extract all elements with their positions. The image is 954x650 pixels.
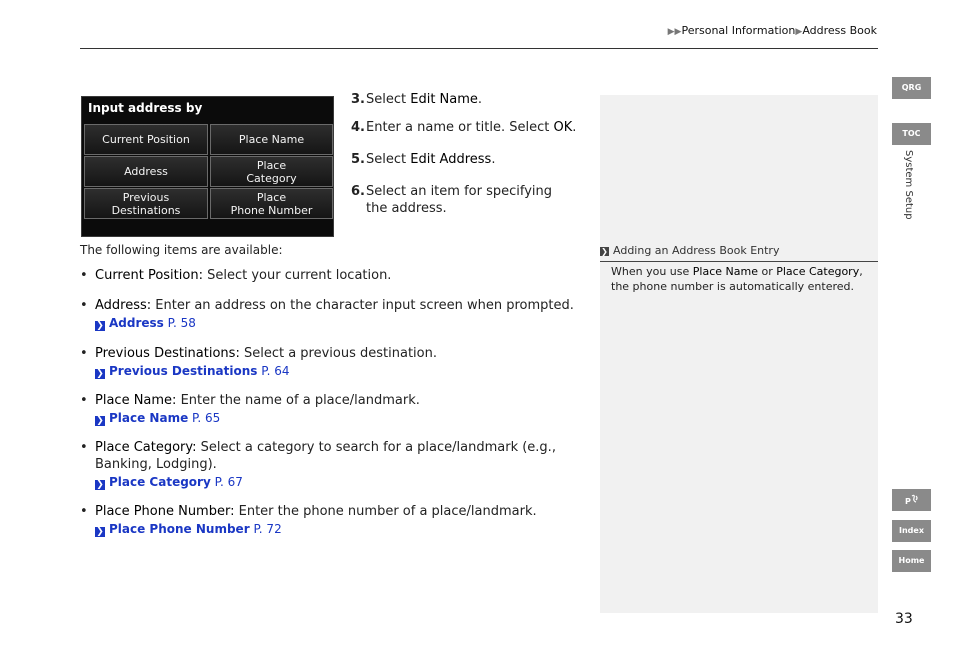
item-term: Current Position: [95, 268, 203, 283]
xref-address-link[interactable] [80, 315, 575, 331]
voice-icon [904, 493, 920, 507]
step-number: 4. [351, 120, 365, 135]
link-arrow-icon: ❯ [96, 369, 104, 379]
screen-title: Input address by [88, 101, 203, 115]
home-tab[interactable]: Home [892, 550, 931, 572]
item-description: Select your current location. [202, 268, 392, 283]
memo-divider [600, 261, 878, 262]
list-item-previous-destinations [80, 345, 575, 379]
bullet-dot: • [80, 440, 88, 455]
navigation-screen-image [81, 96, 334, 237]
link-arrow-icon: ❯ [96, 321, 104, 331]
step-text: Select an item for specifying the address. [366, 184, 553, 216]
step-text: . [572, 120, 577, 135]
xref-page[interactable]: P. 67 [210, 475, 243, 489]
item-description: Enter the name of a place/landmark. [176, 393, 420, 408]
step-emphasis: OK [553, 120, 573, 135]
step-4 [351, 119, 581, 136]
toc-tab[interactable]: TOC [892, 123, 931, 145]
qrg-tab[interactable]: QRG [892, 77, 931, 99]
list-item-place-name [80, 392, 575, 426]
link-arrow-icon: ❯ [96, 416, 104, 426]
xref-place-category-link[interactable] [80, 474, 575, 490]
step-number: 6. [351, 184, 365, 199]
xref-label[interactable]: Place Name [109, 411, 189, 425]
xref-place-phone-number-link[interactable] [80, 521, 575, 537]
xref-page[interactable]: P. 58 [163, 316, 196, 330]
screen-button-current-position: Current Position [84, 124, 208, 155]
xref-label[interactable]: Previous Destinations [109, 364, 258, 378]
link-arrow-icon: ❯ [96, 480, 104, 490]
step-6 [351, 183, 566, 217]
step-number: 5. [351, 152, 365, 167]
memo-text-part: or [757, 265, 777, 278]
xref-label[interactable]: Place Category [109, 475, 211, 489]
step-3 [351, 91, 581, 108]
xref-page[interactable]: P. 65 [188, 411, 221, 425]
item-term: Place Category: [95, 440, 197, 455]
step-emphasis: Edit Address [410, 152, 492, 167]
item-term: Address: [95, 298, 152, 313]
xref-page[interactable]: P. 72 [249, 522, 282, 536]
item-term: Place Phone Number: [95, 504, 235, 519]
list-item-place-phone-number [80, 503, 575, 537]
screen-button-place-category: Place Category [210, 156, 333, 187]
breadcrumb-item-address-book[interactable]: Address Book [802, 24, 877, 37]
bullet-dot: • [80, 346, 88, 361]
item-term: Previous Destinations: [95, 346, 240, 361]
list-item-current-position [80, 267, 575, 284]
step-text: . [477, 92, 483, 107]
step-5 [351, 151, 581, 168]
screen-button-previous-destinations: Previous Destinations [84, 188, 208, 219]
memo-heading [600, 244, 878, 257]
bullet-dot: • [80, 268, 88, 283]
memo-panel [600, 95, 878, 613]
xref-label[interactable]: Place Phone Number [109, 522, 250, 536]
step-emphasis: Edit Name [410, 92, 478, 107]
step-number: 3. [351, 92, 365, 107]
memo-text-part: , the phone number is automatically entered. [611, 265, 863, 293]
step-text: Enter a name or title. Select [366, 120, 554, 135]
memo-arrow-icon: ❯ [601, 247, 608, 256]
list-item-address [80, 297, 575, 331]
breadcrumb [668, 24, 877, 37]
list-item-place-category [80, 439, 575, 490]
index-tab[interactable]: Index [892, 520, 931, 542]
item-term: Place Name: [95, 393, 177, 408]
item-description: Select a previous destination. [239, 346, 437, 361]
memo-text-part: When you use [611, 265, 693, 278]
item-description: Select a category to search for a place/landmark (e.g., Banking, Lodging). [95, 440, 556, 472]
memo-heading-text: Adding an Address Book Entry [613, 244, 780, 257]
xref-previous-destinations-link[interactable] [80, 363, 575, 379]
link-arrow-icon: ❯ [96, 527, 104, 537]
breadcrumb-item-personal-information[interactable]: Personal Information [681, 24, 796, 37]
xref-place-name-link[interactable] [80, 410, 575, 426]
screen-button-place-name: Place Name [210, 124, 333, 155]
screen-button-place-phone-number: Place Phone Number [210, 188, 333, 219]
bullet-dot: • [80, 504, 88, 519]
xref-label[interactable]: Address [109, 316, 164, 330]
xref-page[interactable]: P. 64 [257, 364, 290, 378]
breadcrumb-arrow-icon: ▶▶ [667, 27, 682, 37]
memo-emphasis: Place Name [692, 265, 758, 278]
memo-text [611, 264, 873, 294]
section-label: System Setup [903, 150, 914, 220]
page-number: 33 [895, 611, 913, 627]
voice-tab[interactable] [892, 489, 931, 511]
memo-emphasis: Place Category [776, 265, 860, 278]
header-divider [80, 48, 878, 49]
breadcrumb-arrow-icon: ▶ [795, 27, 803, 37]
screen-button-address: Address [84, 156, 208, 187]
svg-text:P: P [904, 497, 911, 506]
bullet-dot: • [80, 393, 88, 408]
step-text: Select [366, 152, 411, 167]
step-text: . [491, 152, 496, 167]
bullet-dot: • [80, 298, 88, 313]
step-text: Select [366, 92, 411, 107]
items-intro: The following items are available: [80, 243, 283, 257]
item-description: Enter the phone number of a place/landmark. [234, 504, 537, 519]
item-description: Enter an address on the character input screen when prompted. [151, 298, 574, 313]
